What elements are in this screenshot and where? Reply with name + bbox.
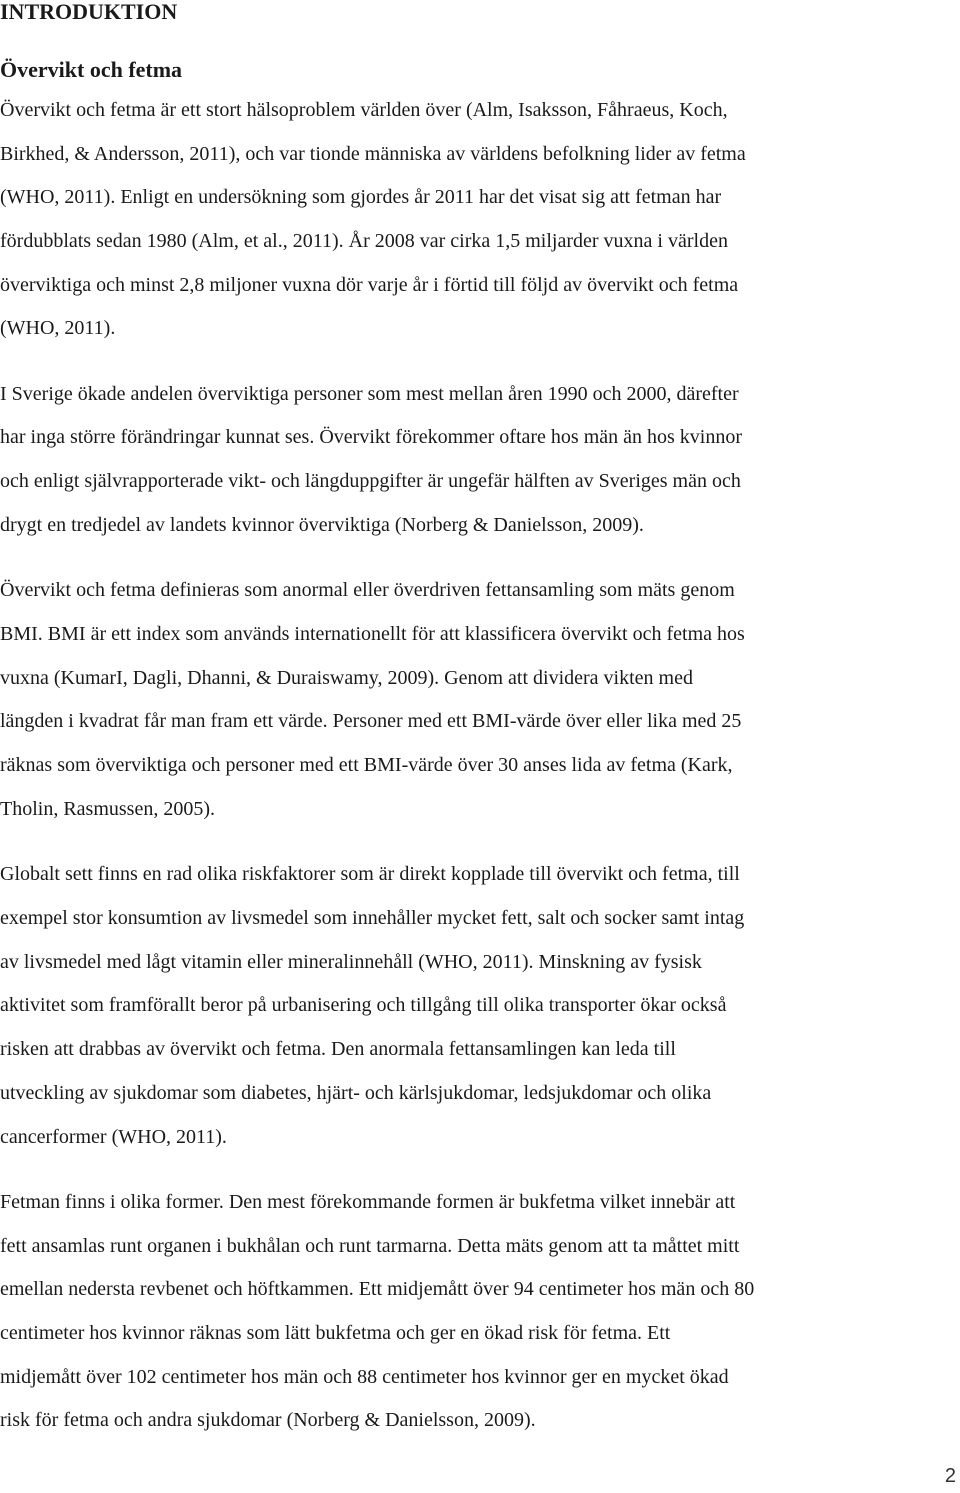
paragraph-line: och enligt självrapporterade vikt- och längduppgifter är ungefär hälften av Sveriges män och — [0, 470, 741, 492]
paragraph-line: längden i kvadrat får man fram ett värde. Personer med ett BMI-värde över eller lika med 25 — [0, 710, 742, 732]
subsection-title: Övervikt och fetma — [0, 57, 183, 82]
paragraph-line: (WHO, 2011). Enligt en undersökning som gjordes år 2011 har det visat sig att fetman har — [0, 186, 722, 208]
paragraph-line: risken att drabbas av övervikt och fetma. Den anormala fettansamlingen kan leda till — [0, 1038, 676, 1060]
paragraph-line: Birkhed, & Andersson, 2011), och var tionde människa av världens befolkning lider av fetma — [0, 143, 746, 165]
paragraph-line: Tholin, Rasmussen, 2005). — [0, 798, 215, 820]
paragraph-line: BMI. BMI är ett index som används internationellt för att klassificera övervikt och fetma hos — [0, 623, 745, 645]
page-number: 2 — [944, 1465, 956, 1487]
paragraph-line: Fetman finns i olika former. Den mest förekommande formen är bukfetma vilket innebär att — [0, 1191, 736, 1213]
paragraph-line: I Sverige ökade andelen överviktiga personer som mest mellan åren 1990 och 2000, därefter — [0, 383, 739, 405]
paragraph-line: (WHO, 2011). — [0, 317, 116, 339]
paragraph-line: överviktiga och minst 2,8 miljoner vuxna dör varje år i förtid till följd av övervikt och fetma — [0, 274, 739, 296]
section-title: INTRODUKTION — [0, 0, 178, 24]
paragraph-line: fördubblats sedan 1980 (Alm, et al., 2011). År 2008 var cirka 1,5 miljarder vuxna i världen — [0, 230, 728, 252]
paragraph-line: har inga större förändringar kunnat ses. Övervikt förekommer oftare hos män än hos kvinnor — [0, 426, 743, 448]
paragraph-line: Övervikt och fetma definieras som anormal eller överdriven fettansamling som mäts genom — [0, 579, 735, 601]
paragraph-line: räknas som överviktiga och personer med ett BMI-värde över 30 anses lida av fetma (Kark, — [0, 754, 733, 776]
paragraph-line: aktivitet som framförallt beror på urbanisering och tillgång till olika transporter ökar också — [0, 994, 727, 1016]
paragraph-line: centimeter hos kvinnor räknas som lätt bukfetma och ger en ökad risk för fetma. Ett — [0, 1322, 671, 1344]
paragraph-line: Globalt sett finns en rad olika riskfaktorer som är direkt kopplade till övervikt och fetma, till — [0, 863, 740, 885]
paragraph-line: vuxna (KumarI, Dagli, Dhanni, & Duraiswamy, 2009). Genom att dividera vikten med — [0, 667, 693, 689]
paragraph-line: drygt en tredjedel av landets kvinnor överviktiga (Norberg & Danielsson, 2009). — [0, 514, 644, 536]
paragraph-line: utveckling av sjukdomar som diabetes, hjärt- och kärlsjukdomar, ledsjukdomar och olika — [0, 1082, 712, 1104]
paragraph-line: av livsmedel med lågt vitamin eller mineralinnehåll (WHO, 2011). Minskning av fysisk — [0, 951, 702, 973]
paragraph-line: midjemått över 102 centimeter hos män och 88 centimeter hos kvinnor ger en mycket ökad — [0, 1366, 729, 1388]
paragraph-line: emellan nedersta revbenet och höftkammen. Ett midjemått över 94 centimeter hos män och 80 — [0, 1278, 755, 1300]
paragraph-line: risk för fetma och andra sjukdomar (Norberg & Danielsson, 2009). — [0, 1409, 536, 1431]
paragraph-line: exempel stor konsumtion av livsmedel som innehåller mycket fett, salt och socker samt intag — [0, 907, 745, 929]
paragraph-line: fett ansamlas runt organen i bukhålan och runt tarmarna. Detta mäts genom att ta måttet mitt — [0, 1235, 740, 1257]
paragraph-line: Övervikt och fetma är ett stort hälsoproblem världen över (Alm, Isaksson, Fåhraeus, Koch, — [0, 99, 728, 121]
paragraph-line: cancerformer (WHO, 2011). — [0, 1126, 227, 1148]
